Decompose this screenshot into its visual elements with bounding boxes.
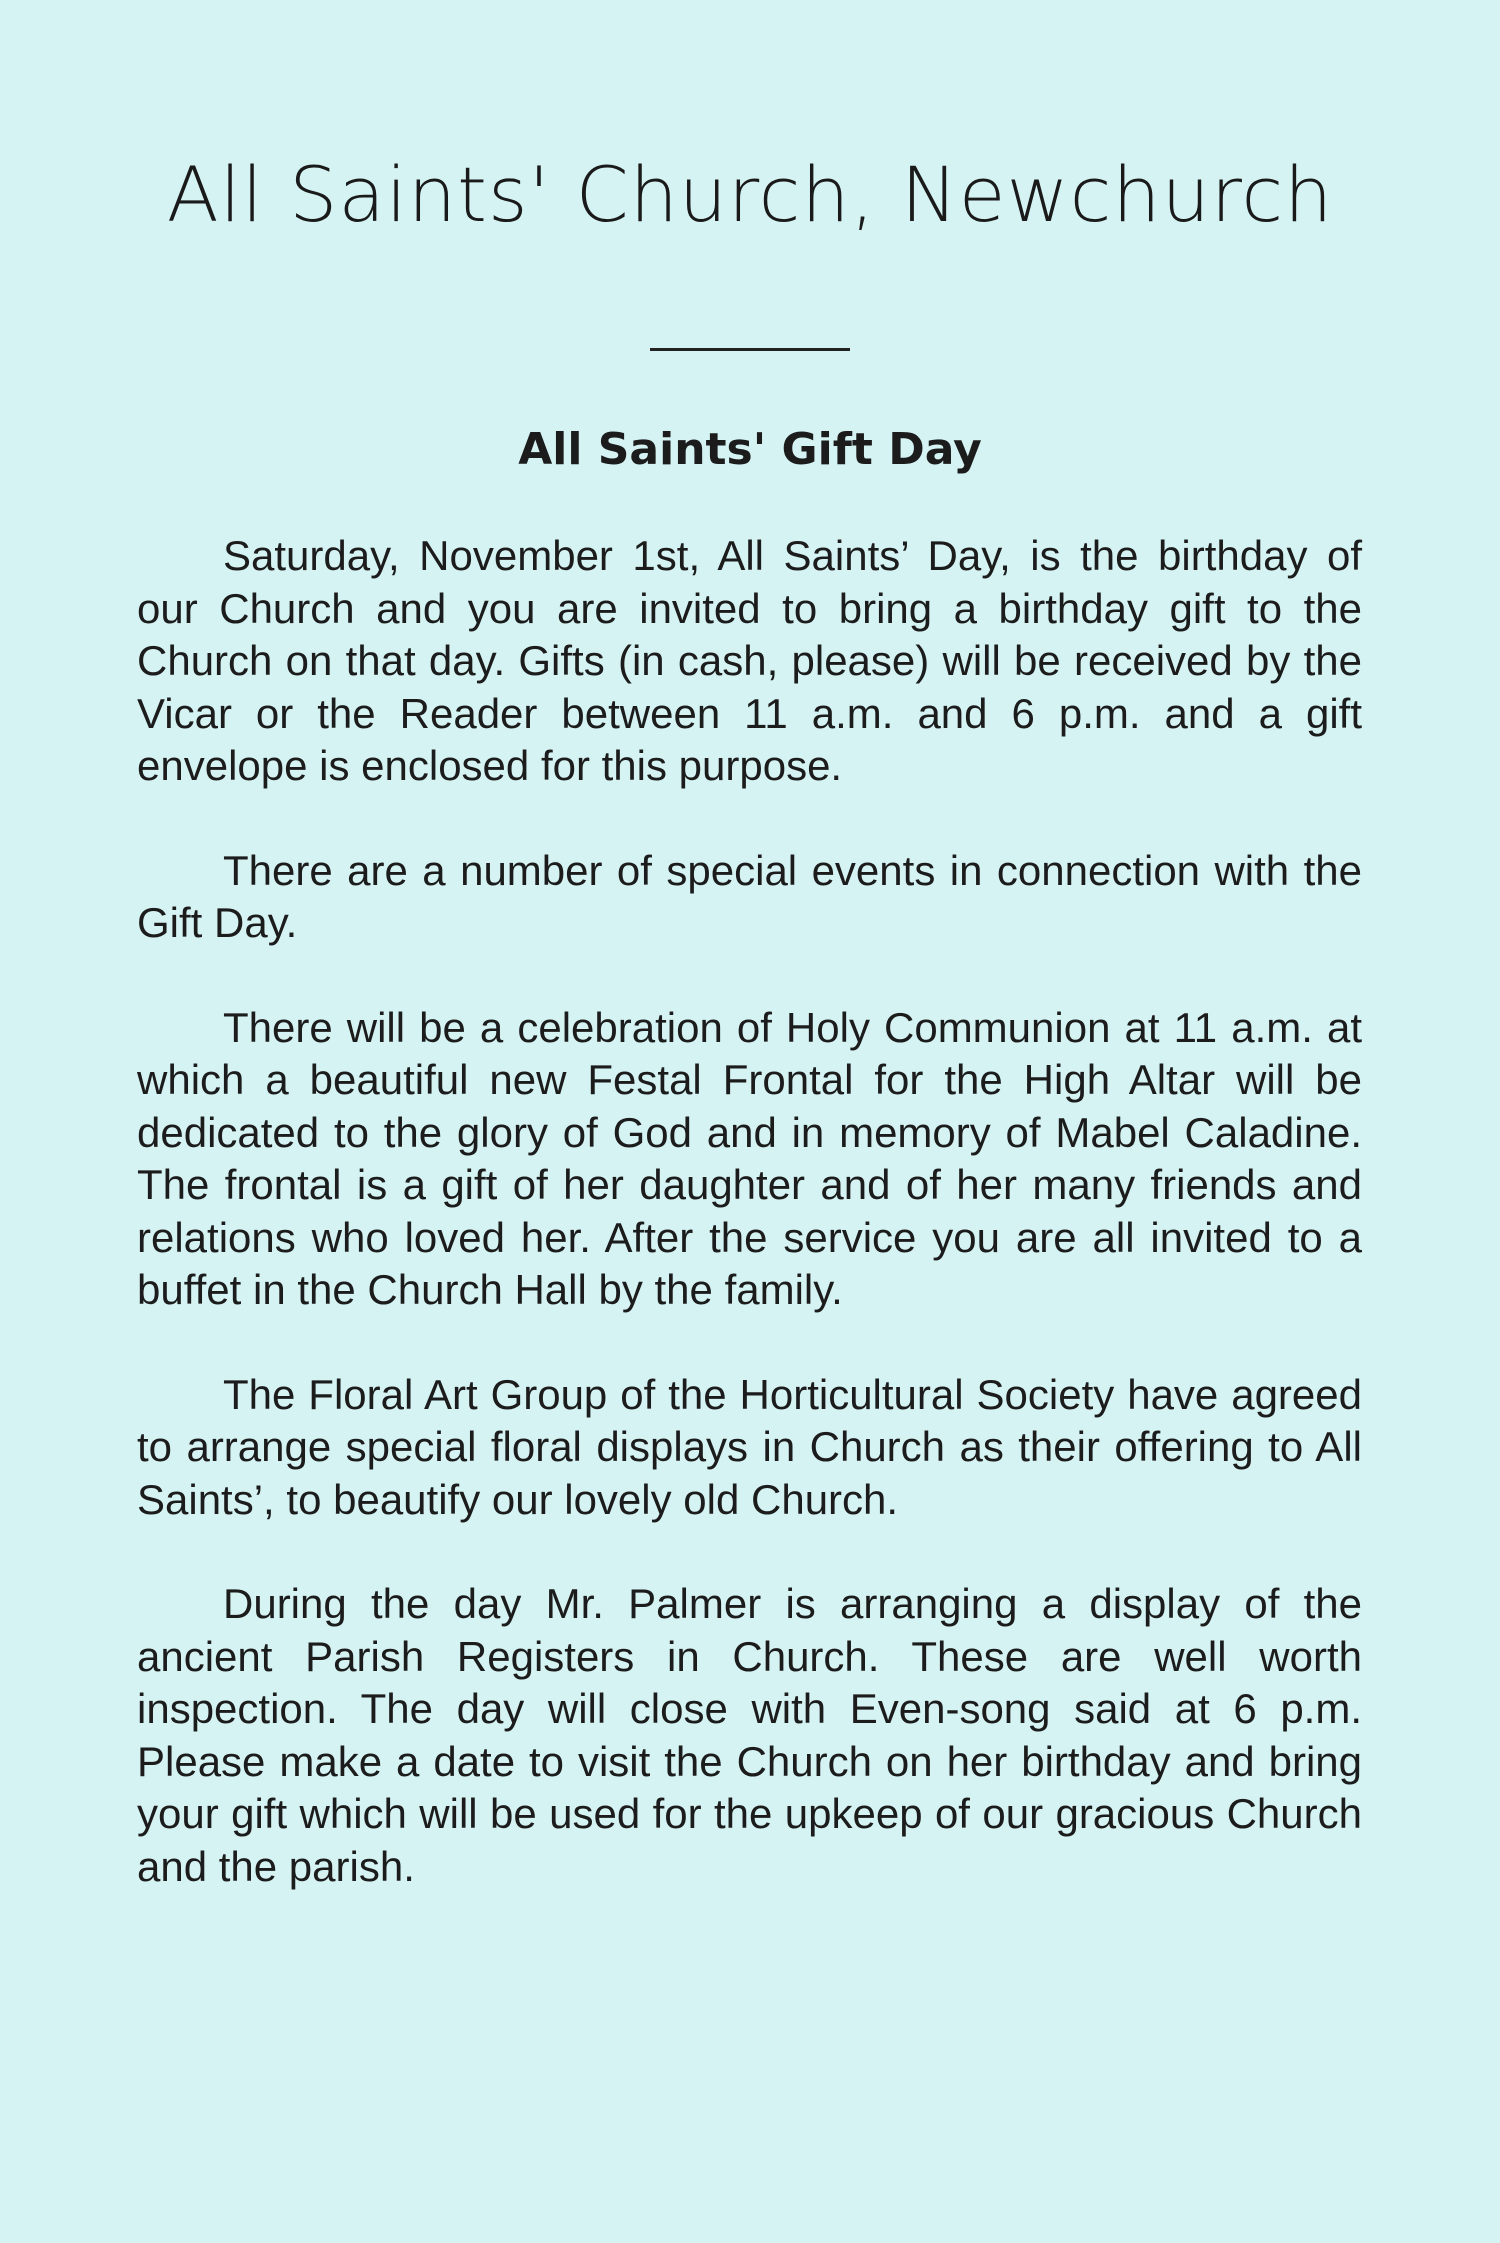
- paragraph-parish-registers: During the day Mr. Palmer is arranging a display of the ancient Parish Registers in Church. These are well worth inspection. The day will close with Even-song said at 6 p.m. Please make a date to visit the Church on her birthday and bring your gift which will be used for the upkeep of our gracious Church and the parish.: [137, 1580, 1362, 1890]
- leaflet-body: [137, 530, 1362, 1893]
- paragraph-holy-communion: There will be a celebration of Holy Communion at 11 a.m. at which a beautiful new Festal Frontal for the High Altar will be dedicated to the glory of God and in memory of Mabel Caladine. The frontal is a gift of her daughter and of her many friends and relations who loved her. After the service you are all invited to a buffet in the Church Hall by the family.: [137, 1003, 1362, 1313]
- gift-day-heading: All Saints' Gift Day: [518, 424, 982, 475]
- church-title: All Saints' Church, Newchurch: [166, 150, 1334, 239]
- paragraph-special-events: There are a number of special events in connection with the Gift Day.: [137, 846, 1362, 946]
- title-divider: [650, 348, 850, 351]
- paragraph-gift-invitation: Saturday, November 1st, All Saints’ Day, is the birthday of our Church and you are invited to bring a birthday gift to the Church on that day. Gifts (in cash, please) will be received by the Vicar or the Reader between 11 a.m. and 6 p.m. and a gift envelope is enclosed for this purpose.: [137, 532, 1362, 789]
- paragraph-floral-displays: The Floral Art Group of the Horticultural Society have agreed to arrange special floral displays in Church as their offering to All Saints’, to beautify our lovely old Church.: [137, 1370, 1362, 1523]
